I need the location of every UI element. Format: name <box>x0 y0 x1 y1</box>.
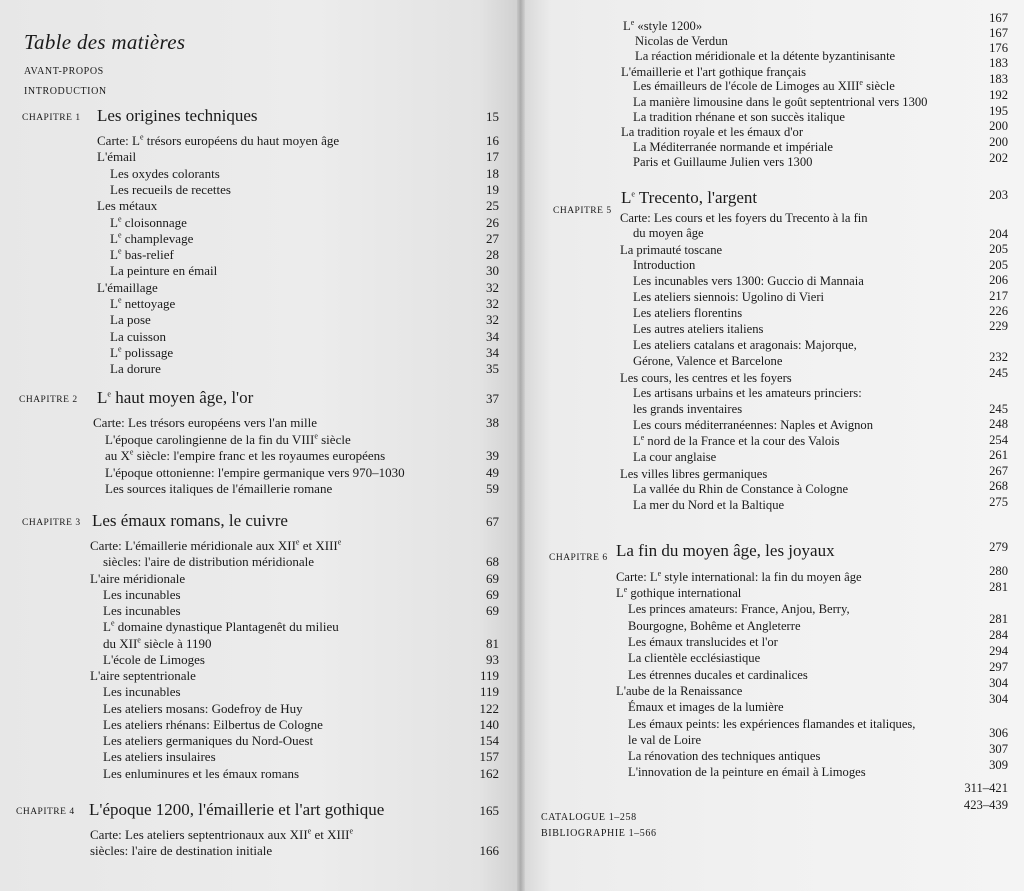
chapter-title: Le haut moyen âge, l'or <box>97 388 254 407</box>
toc-entry: Les incunables vers 1300: Guccio di Mannaia <box>633 274 864 289</box>
toc-entry-page: 18 <box>486 165 499 181</box>
toc-entry: Les émaux translucides et l'or <box>628 635 778 650</box>
toc-entry-page: 26 <box>486 214 499 230</box>
toc-entry: Carte: Les cours et les foyers du Trecento à la fin <box>620 210 868 225</box>
toc-entry: L'émaillerie et l'art gothique français <box>621 64 806 79</box>
toc-entry: Le gothique international <box>616 585 742 601</box>
toc-entry: La peinture en émail <box>110 263 218 279</box>
toc-entry: L'aube de la Renaissance <box>616 684 743 699</box>
toc-entry-page: 248 <box>989 417 1008 431</box>
toc-entry-page: 167 <box>989 11 1008 25</box>
toc-entry: au Xe siècle: l'empire franc et les royaumes européens <box>105 447 386 464</box>
toc-entry: Les autres ateliers italiens <box>633 322 764 337</box>
toc-entry-page: 229 <box>989 319 1008 333</box>
toc-entry-page: 17 <box>486 149 499 165</box>
toc-entry: Paris et Guillaume Julien vers 1300 <box>633 155 813 170</box>
toc-entry: Nicolas de Verdun <box>635 33 728 48</box>
avant-propos-entry: AVANT-PROPOS <box>24 66 104 77</box>
toc-entry-page: 280 <box>989 564 1008 578</box>
toc-entry-page: 49 <box>486 464 499 480</box>
toc-entry-page: 35 <box>486 361 499 377</box>
toc-entry: Les incunables <box>103 603 181 618</box>
toc-entry: L'émaillage <box>97 279 158 295</box>
toc-entry-page: 281 <box>989 580 1008 594</box>
chapter-label: CHAPITRE 2 <box>19 395 78 405</box>
toc-entry: Les ateliers germaniques du Nord-Ouest <box>103 733 314 748</box>
toc-entry: Les étrennes ducales et cardinalices <box>628 667 808 682</box>
toc-entry-page: 245 <box>989 366 1008 380</box>
toc-entry-page: 30 <box>486 263 499 279</box>
toc-entry: La cuisson <box>110 328 166 344</box>
toc-entry: du XIIe siècle à 1190 <box>103 635 212 651</box>
toc-entry: Les incunables <box>103 684 181 700</box>
toc-entry: L'école de Limoges <box>103 651 205 667</box>
toc-entry: Les ateliers florentins <box>633 306 743 321</box>
toc-entry: Gérone, Valence et Barcelone <box>633 354 783 369</box>
toc-entry-page: 307 <box>989 742 1008 756</box>
toc-entry: L'aire septentrionale <box>90 668 196 683</box>
toc-entry: La dorure <box>110 361 161 377</box>
toc-entry: Les ateliers rhénans: Eilbertus de Cologne <box>103 716 323 732</box>
back-matter-entry: BIBLIOGRAPHIE 1–566 <box>541 828 657 839</box>
toc-entry-page: 200 <box>989 119 1008 133</box>
toc-entry: siècles: l'aire de destination initiale <box>90 843 273 859</box>
toc-entry: Les enluminures et les émaux romans <box>103 765 300 781</box>
toc-entry: La cour anglaise <box>633 450 717 465</box>
chapter-page-number: 203 <box>989 188 1008 202</box>
right-page <box>521 0 1024 891</box>
toc-entry: La tradition royale et les émaux d'or <box>621 125 804 140</box>
toc-entry: La pose <box>110 312 151 328</box>
toc-entry: Le domaine dynastique Plantagenêt du milieu <box>103 618 339 635</box>
book-gutter <box>517 0 525 891</box>
toc-entry-page: 267 <box>989 464 1008 478</box>
chapter-label: CHAPITRE 1 <box>22 113 81 123</box>
toc-entry-page: 195 <box>989 104 1008 118</box>
toc-entry: Les incunables <box>103 586 181 602</box>
toc-entry-page: 68 <box>486 554 499 570</box>
toc-entry-page: 167 <box>989 26 1008 40</box>
toc-entry: Les villes libres germaniques <box>620 466 768 481</box>
chapter-title: Les origines techniques <box>97 106 258 125</box>
toc-entry-page: 34 <box>486 344 499 360</box>
toc-entry: Les sources italiques de l'émaillerie romane <box>105 481 333 497</box>
toc-entry-page: 32 <box>486 296 499 311</box>
toc-entry: La vallée du Rhin de Constance à Cologne <box>633 482 849 497</box>
toc-entry-page: 304 <box>989 692 1008 706</box>
toc-entry: L'émail <box>97 149 137 165</box>
toc-entry-page: 275 <box>989 495 1008 509</box>
toc-entry-page: 25 <box>486 198 499 214</box>
toc-entry: Le «style 1200» <box>623 17 703 33</box>
toc-entry: La clientèle ecclésiastique <box>628 651 761 666</box>
toc-entry: Les princes amateurs: France, Anjou, Berry, <box>628 602 850 617</box>
toc-entry-page: 27 <box>486 230 499 246</box>
toc-entry-page: 39 <box>486 448 499 464</box>
toc-entry: Carte: Le style international: la fin du moyen âge <box>616 568 862 585</box>
chapter-label: CHAPITRE 6 <box>549 553 608 563</box>
toc-entry-page: 157 <box>479 749 499 765</box>
toc-entry-page: 304 <box>989 676 1008 690</box>
chapter-title: L'époque 1200, l'émaillerie et l'art gothique <box>89 800 385 819</box>
toc-entry: Bourgogne, Bohême et Angleterre <box>628 618 801 633</box>
toc-entry-page: 34 <box>486 328 499 344</box>
toc-entry: Carte: Le trésors européens du haut moyen âge <box>97 132 340 148</box>
toc-entry-page: 217 <box>989 289 1008 303</box>
introduction-entry: INTRODUCTION <box>24 86 107 97</box>
toc-entry: Les cours méditerranéennes: Naples et Avignon <box>633 418 874 433</box>
toc-entry-page: 19 <box>486 181 499 197</box>
toc-entry-page: 268 <box>989 479 1008 493</box>
toc-entry: Les ateliers mosans: Godefroy de Huy <box>103 700 303 716</box>
chapter-page-number: 165 <box>479 803 499 818</box>
toc-entry-page: 38 <box>486 415 499 430</box>
toc-entry: Les métaux <box>97 198 158 214</box>
toc-entry: Le polissage <box>110 344 174 360</box>
toc-entry: siècles: l'aire de distribution méridionale <box>103 554 315 570</box>
toc-entry: Le nord de la France et la cour des Valois <box>633 432 840 449</box>
toc-entry: Les oxydes colorants <box>110 165 220 181</box>
toc-entry-page: 32 <box>486 312 499 328</box>
toc-entry-page: 183 <box>989 72 1008 86</box>
toc-entry: Les émailleurs de l'école de Limoges au XIIIe siècle <box>633 78 895 94</box>
toc-entry: Carte: Les trésors européens vers l'an mille <box>93 415 317 430</box>
toc-entry-page: 284 <box>989 628 1008 642</box>
toc-entry: Le cloisonnage <box>110 214 187 230</box>
toc-entry-page: 232 <box>989 350 1008 364</box>
toc-entry-page: 176 <box>989 41 1008 55</box>
toc-entry: Les émaux peints: les expériences flamandes et italiques, <box>628 716 916 731</box>
toc-title: Table des matières <box>24 30 186 54</box>
toc-entry-page: 254 <box>989 433 1008 447</box>
toc-entry-page: 226 <box>989 304 1008 318</box>
chapter-page-number: 37 <box>486 391 499 406</box>
toc-entry-page: 297 <box>989 660 1008 674</box>
toc-entry: La rénovation des techniques antiques <box>628 749 821 764</box>
toc-entry-page: 32 <box>486 279 499 295</box>
toc-entry-page: 16 <box>486 133 499 148</box>
toc-entry-page: 192 <box>989 88 1008 102</box>
toc-entry: La manière limousine dans le goût septentrional vers 1300 <box>633 94 928 109</box>
toc-entry: Les recueils de recettes <box>110 181 231 197</box>
toc-entry-page: 122 <box>479 700 499 716</box>
toc-entry: Émaux et images de la lumière <box>628 700 784 715</box>
toc-entry: Les ateliers insulaires <box>103 749 216 765</box>
toc-entry: La mer du Nord et la Baltique <box>633 498 785 513</box>
toc-entry-page: 166 <box>479 843 499 859</box>
toc-entry: Carte: Les ateliers septentrionaux aux XIIe et XIIIe <box>90 826 354 842</box>
toc-entry-page: 281 <box>989 612 1008 626</box>
toc-entry: L'innovation de la peinture en émail à Limoges <box>628 765 866 780</box>
toc-entry-page: 69 <box>486 570 499 586</box>
toc-entry-page: 119 <box>479 668 499 683</box>
toc-entry-page: 119 <box>479 684 499 700</box>
toc-entry: Les ateliers siennois: Ugolino di Vieri <box>633 290 825 305</box>
toc-entry-page: 202 <box>989 151 1008 165</box>
chapter-page-number: 279 <box>989 540 1008 554</box>
toc-entry: Les ateliers catalans et aragonais: Majorque, <box>633 338 857 353</box>
toc-entry-page: 306 <box>989 726 1008 740</box>
toc-entry-page: 200 <box>989 135 1008 149</box>
toc-entry-page: 205 <box>989 258 1008 272</box>
toc-entry: Les cours, les centres et les foyers <box>620 370 792 385</box>
chapter-title: Le Trecento, l'argent <box>621 188 758 207</box>
toc-entry-page: 154 <box>479 733 499 748</box>
back-matter-entry: CATALOGUE 1–258 <box>541 812 637 823</box>
toc-entry-page: 93 <box>486 651 499 667</box>
toc-entry-page: 140 <box>479 716 499 732</box>
toc-entry: les grands inventaires <box>633 402 743 417</box>
toc-entry-page: 69 <box>486 603 499 618</box>
chapter-page-number: 15 <box>486 109 499 124</box>
chapter-page-number: 67 <box>486 514 499 529</box>
toc-entry: Le nettoyage <box>110 295 176 311</box>
toc-entry: L'aire méridionale <box>90 570 186 586</box>
toc-entry: L'époque ottonienne: l'empire germanique vers 970–1030 <box>105 464 405 480</box>
back-matter-page: 311–421 <box>964 781 1008 795</box>
toc-entry-page: 309 <box>989 758 1008 772</box>
toc-entry: Carte: L'émaillerie méridionale aux XIIe et XIIIe <box>90 537 342 553</box>
chapter-label: CHAPITRE 4 <box>16 807 75 817</box>
toc-entry-page: 245 <box>989 402 1008 416</box>
toc-entry-page: 204 <box>989 227 1008 241</box>
toc-entry: L'époque carolingienne de la fin du VIIIe siècle <box>105 431 351 447</box>
toc-entry: La réaction méridionale et la détente byzantinisante <box>635 48 896 63</box>
toc-entry-page: 81 <box>486 635 499 651</box>
toc-entry: La tradition rhénane et son succès italique <box>633 109 845 124</box>
back-matter-page: 423–439 <box>963 798 1008 812</box>
toc-entry-page: 206 <box>989 273 1008 287</box>
toc-entry-page: 294 <box>989 644 1008 658</box>
toc-entry: Le champlevage <box>110 230 194 246</box>
toc-entry: La primauté toscane <box>620 242 723 257</box>
chapter-label: CHAPITRE 3 <box>22 518 81 528</box>
toc-entry-page: 69 <box>486 586 499 602</box>
toc-entry-page: 59 <box>486 481 499 497</box>
toc-entry: du moyen âge <box>633 226 704 241</box>
toc-entry-page: 205 <box>989 242 1008 256</box>
toc-entry: Introduction <box>633 258 696 273</box>
chapter-title: La fin du moyen âge, les joyaux <box>616 541 835 560</box>
toc-entry: Les artisans urbains et les amateurs princiers: <box>633 386 862 401</box>
toc-entry: le val de Loire <box>628 732 702 747</box>
chapter-title: Les émaux romans, le cuivre <box>92 511 288 530</box>
toc-entry-page: 261 <box>989 448 1008 462</box>
toc-entry-page: 28 <box>486 247 499 263</box>
chapter-label: CHAPITRE 5 <box>553 206 612 216</box>
toc-entry-page: 183 <box>989 56 1008 70</box>
toc-entry: La Méditerranée normande et impériale <box>633 140 833 155</box>
toc-entry: Le bas-relief <box>110 246 174 263</box>
toc-entry-page: 162 <box>479 765 499 781</box>
